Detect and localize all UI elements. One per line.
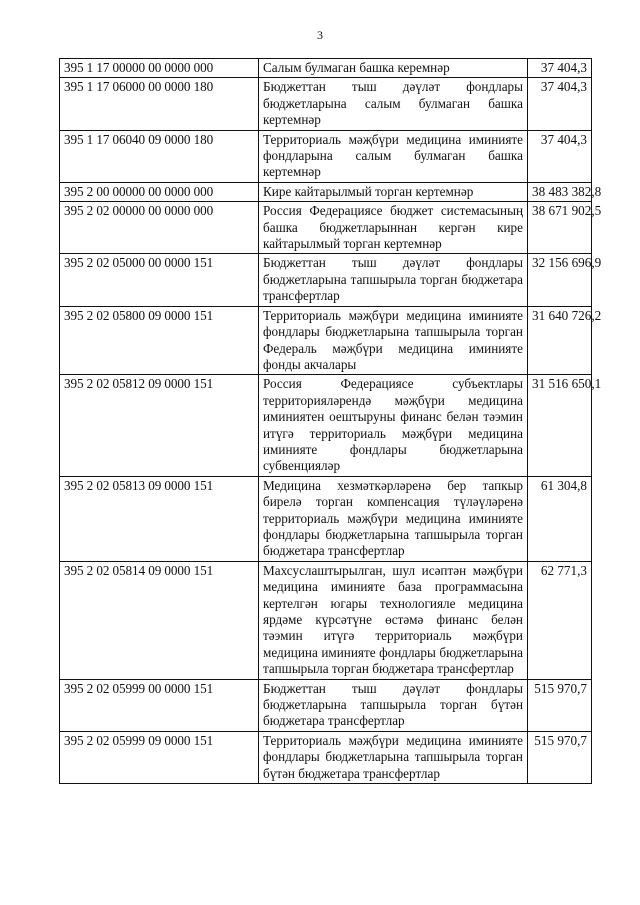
budget-code-cell: 395 2 02 05999 00 0000 151 <box>60 679 259 731</box>
budget-code-cell: 395 2 02 05812 09 0000 151 <box>60 375 259 476</box>
page-number: 3 <box>317 28 323 42</box>
amount-cell: 61 304,8 <box>528 476 592 561</box>
budget-code-cell: 395 1 17 06040 09 0000 180 <box>60 130 259 182</box>
table-row <box>60 476 592 561</box>
budget-revenue-table <box>59 58 602 784</box>
description-cell: Россия Федерациясе субъектлары территорияләрендә мәҗбүри медицина иминиятен оештыруны финанс белән тәэмин итүгә территориаль мәҗбүри медицина иминияте фондлары бюджетларына субвенцияләр <box>259 375 528 476</box>
description-cell: Бюджеттан тыш дәүләт фондлары бюджетларына тапшырыла торган бюджетара трансфертлар <box>259 254 528 306</box>
budget-code-cell: 395 2 02 05000 00 0000 151 <box>60 254 259 306</box>
table-row <box>60 130 592 182</box>
amount-cell: 31 516 650,1 <box>528 375 592 476</box>
amount-cell: 32 156 696,9 <box>528 254 592 306</box>
budget-code-cell: 395 1 17 00000 00 0000 000 <box>60 59 259 78</box>
amount-cell: 38 671 902,5 <box>528 202 592 254</box>
description-cell: Территориаль мәҗбүри медицина иминияте фондлары бюджетларына тапшырыла торган бүтән бюджетара трансфертлар <box>259 731 528 783</box>
table-row <box>60 306 592 375</box>
table-row <box>60 78 592 130</box>
table-row <box>60 679 592 731</box>
description-cell: Махсуслаштырылган, шул исәптән мәҗбүри медицина иминияте база программасына кертелгән югары технологияле медицина ярдәме күрсәтүне өстәмә финанс белән тәэмин итүгә территориаль мәҗбүри медицина иминияте фондлары бюджетларына тапшырыла торган бюджетара трансфертлар <box>259 561 528 679</box>
table-row <box>60 182 592 201</box>
description-cell: Медицина хезмәткәрләренә бер тапкыр бирелә торган компенсация түләүләренә территориаль мәҗбүри медицина иминияте фондлары бюджетларына тапшырыла торган бюджетара трансфертлар <box>259 476 528 561</box>
table-row <box>60 561 592 679</box>
budget-code-cell: 395 2 00 00000 00 0000 000 <box>60 182 259 201</box>
description-cell: Кире кайтарылмый торган кертемнәр <box>259 182 528 201</box>
budget-code-cell: 395 2 02 05813 09 0000 151 <box>60 476 259 561</box>
amount-cell: 515 970,7 <box>528 679 592 731</box>
description-cell: Территориаль мәҗбүри медицина иминияте фондларына салым булмаган башка кертемнәр <box>259 130 528 182</box>
table-row <box>60 254 592 306</box>
amount-cell: 37 404,3 <box>528 59 592 78</box>
budget-code-cell: 395 1 17 06000 00 0000 180 <box>60 78 259 130</box>
amount-cell: 37 404,3 <box>528 78 592 130</box>
budget-code-cell: 395 2 02 05999 09 0000 151 <box>60 731 259 783</box>
budget-code-cell: 395 2 02 00000 00 0000 000 <box>60 202 259 254</box>
table-row <box>60 59 592 78</box>
amount-cell: 38 483 382,8 <box>528 182 592 201</box>
table-row <box>60 375 592 476</box>
description-cell: Бюджеттан тыш дәүләт фондлары бюджетларына тапшырыла торган бүтән бюджетара трансфертлар <box>259 679 528 731</box>
amount-cell: 31 640 726,2 <box>528 306 592 375</box>
description-cell: Бюджеттан тыш дәүләт фондлары бюджетларына салым булмаган башка кертемнәр <box>259 78 528 130</box>
amount-cell: 515 970,7 <box>528 731 592 783</box>
table-row <box>60 731 592 783</box>
table-row <box>60 202 592 254</box>
budget-code-cell: 395 2 02 05814 09 0000 151 <box>60 561 259 679</box>
amount-cell: 62 771,3 <box>528 561 592 679</box>
amount-cell: 37 404,3 <box>528 130 592 182</box>
budget-code-cell: 395 2 02 05800 09 0000 151 <box>60 306 259 375</box>
description-cell: Территориаль мәҗбүри медицина иминияте фондлары бюджетларына тапшырыла торган Федераль мәҗбүри медицина иминияте фонды акчалары <box>259 306 528 375</box>
description-cell: Россия Федерациясе бюджет системасының башка бюджетларыннан кергән кире кайтарылмый торган кертемнәр <box>259 202 528 254</box>
description-cell: Салым булмаган башка керемнәр <box>259 59 528 78</box>
